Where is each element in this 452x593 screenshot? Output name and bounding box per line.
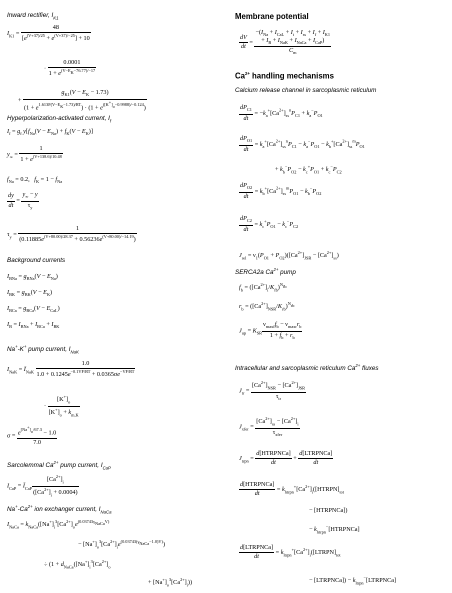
section-heading-if: Hyperpolarization-activated current, $I_f$: [7, 115, 112, 124]
equation-icap: $I_{CaP}$ = $Ī_{CaP}$ $\frac{[Ca^{2+}]_i}{([Ca^{2+}]_i + 0.0004)}$: [7, 474, 78, 497]
section-heading-icap: Sarcolemmal $Ca^{2+}$ pump current, $I_{CaP}$: [7, 460, 111, 471]
equation-sigma: σ = $\frac{e^{[Na^+]_o/67.3} - 1.0}{7.0}$: [7, 425, 57, 446]
section-heading-serca: SERCA2a $Ca^{2+}$ pump: [235, 267, 296, 277]
equation-tau-y: $\tau_y$ = $\frac{1}{(0.11885e^{(V+80.00)/28.37} + 0.56236e^{(V+80.00)/-14.19})}$: [7, 225, 136, 244]
section-heading-release-channel: Calcium release channel in sarcoplasmic reticulum: [235, 87, 377, 94]
equation-dhtrpnca-dt-cont2: − $k_{htrpn}^-[HTRPNCa]$: [309, 524, 360, 535]
equation-ibca: $I_{BCa} = g_{BCa}(V - E_{CaL})$: [7, 305, 60, 314]
equation-dpc2-dt: $\frac{dP_{C2}}{dt}$ = $k_c^+P_{O1} - k_c^-P_{C2}$: [240, 215, 299, 233]
equation-y-inf: $y_\infty$ = $\frac{1}{1 + e^{(V+138.6)/10.48}}$: [7, 145, 62, 164]
equation-dpo1-dt: $\frac{dP_{O1}}{dt}$ = $k_a^+[Ca^{2+}]_{ss}^nP_{C1} - k_a^-P_{O1} - k_b^+[Ca^{2+}]_{ss}^mP_{O1}$: [240, 135, 365, 153]
equation-ibk: $I_{BK} = g_{BK}(V - E_K)$: [7, 289, 53, 298]
section-heading-membrane-potential: Membrane potential: [235, 12, 309, 21]
equation-ik1-part1: $I_{K1}$ = $\frac{48}{[e^{(V+37)/25} + e^{(V+37)/-25}] + 10}$: [7, 24, 90, 43]
equation-jup: $J_{up} = K_{SR}$ $\frac{\nu_{maxf}f_b - \nu_{maxr}r_b}{1 + f_b + r_b}$: [239, 321, 302, 340]
equation-fb: $f_b = ([Ca^{2+}]_i/K_{fb})^{N_{fb}}$: [239, 282, 287, 293]
equation-inaca-part4: + $[Na^+]_o^3[Ca^{2+}]_i$)): [148, 577, 193, 588]
equation-jtrpn: $J_{trpn}$ = $\frac{\text{d[HTRPNCa]}}{dt}$ + $\frac{\text{d[LTRPNCa]}}{dt}$: [239, 450, 333, 467]
equation-jtr: $J_{tr}$ = $\frac{[Ca^{2+}]_{NSR} - [Ca^{2+}]_{JSR}}{\tau_{tr}}$: [239, 380, 306, 401]
section-heading-ca-fluxes: Intracellular and sarcoplasmic reticulum $Ca^{2+}$ fluxes: [235, 363, 379, 373]
equation-dpo2-dt: $\frac{dP_{O2}}{dt}$ = $k_b^+[Ca^{2+}]_{ss}^mP_{O1} - k_b^-P_{O2}$: [240, 182, 322, 200]
section-heading-background: Background currents: [7, 257, 66, 264]
equation-ib: $I_B = I_{BNa} + I_{BCa} + I_{BK}$: [7, 321, 60, 330]
section-heading-ik1: Inward rectifier, $I_{K1}$: [7, 12, 59, 21]
equation-dpo1-dt-cont: + $k_b^-P_{O2} - k_c^+P_{O1} + k_c^-P_{C2}$: [275, 164, 342, 175]
equation-dv-dt: $\frac{dV}{dt}$ = $-(I_{Na} + I_{CaL} + I_t + I_{ss} + I_f + I_{K1}$ + $I_B + I_{NaK} + I_{NaCa} + I_{CaP}$) $C_m$: [240, 29, 331, 56]
equation-ik1-part2: · $\frac{0.0001}{1 + e^{(V-E_K-76.77)/-17}}$: [44, 59, 96, 78]
equation-dltrpnca-dt: $\frac{\text{d[LTRPNCa]}}{dt}$ = $k_{ltrpn}^+[Ca^{2+}]_i([LTRPN]_{tot}$: [240, 544, 341, 561]
equation-inaca-part3: ÷ ($1 + d_{NaCa}([Na^+]_i^3[Ca^{2+}]_o$: [44, 559, 111, 570]
equation-inak-part2: · $\frac{[K^+]_o}{[K^+]_o + k_{m,K}}$: [44, 394, 79, 417]
equation-jxfer: $J_{xfer}$ = $\frac{[Ca^{2+}]_{ss} - [Ca^{2+}]_i}{\tau_{xfer}}$: [239, 416, 299, 437]
equation-jrel: $J_{rel} = \nu_1(P_{O1} + P_{O2})([Ca^{2+}]_{JSR} - [Ca^{2+}]_{ss})$: [239, 250, 339, 261]
equation-if: $I_f = g_f$ $y[f_{Na}(V - E_{Na}) + f_K(V - E_K)]$: [7, 128, 93, 137]
equation-rb: $r_b = ([Ca^{2+}]_{NSR}/K_{rb})^{N_{rb}}$: [239, 301, 295, 312]
equation-ik1-part3: + $\frac{g_{K1}(V - E_K - 1.73)}{(1 + e^{1.613F(V-E_K-1.73)/RT}) \cdot (1 + e^{([K^+]_o-0.9988)/-0.124})}$: [18, 89, 146, 112]
section-heading-ca-handling: $Ca^{2+}$ handling mechanisms: [235, 71, 334, 81]
equation-dhtrpnca-dt: $\frac{\text{d[HTRPNCa]}}{dt}$ = $k_{htrpn}^+[Ca^{2+}]_i([HTRPN]_{tot}$: [240, 481, 345, 498]
section-heading-inak: Na+-K+ pump current, $I_{NaK}$: [7, 344, 79, 355]
equation-ibna: $I_{BNa} = g_{BNa}(V - E_{Na})$: [7, 273, 58, 282]
equation-dltrpnca-dt-cont: − [LTRPNCa]) − $k_{ltrpn}^-[LTRPNCa]$: [309, 575, 397, 586]
equation-inaca-part2: − $[Na^+]_o^3[Ca^{2+}]_ie^{(0.03743(\gamma_{NaCa}-1.0)V)}$): [78, 539, 166, 550]
equation-dpc1-dt: $\frac{dP_{C1}}{dt}$ = $-k_a^+[Ca^{2+}]_{ss}^nP_{C1} + k_a^-P_{O1}$: [240, 104, 323, 122]
equation-fna-fk: $f_{Na} = 0.2$, $f_K = 1 - f_{Na}$: [7, 176, 63, 185]
equation-dhtrpnca-dt-cont1: − [HTRPNCa]): [309, 507, 348, 514]
equation-inak-part1: $I_{NaK}$ = $Ī_{NaK}$ $\frac{1.0}{1.0 + 0.1245e^{-0.1VF/RT} + 0.0365\sigma e^{-VF/RT}}$: [7, 360, 135, 379]
equation-dy-dt: $\frac{dy}{dt}$ = $\frac{y_\infty - y}{\tau_y}$: [8, 191, 38, 210]
section-heading-inaca: $Na^+-Ca^{2+}$ ion exchanger current, $I_{NaCa}$: [7, 504, 112, 515]
equation-inaca-part1: $I_{NaCa} = k_{NaCa}([Na^+]_i^3[Ca^{2+}]_oe^{(0.03743\gamma_{NaCa}V)}$: [7, 519, 110, 530]
